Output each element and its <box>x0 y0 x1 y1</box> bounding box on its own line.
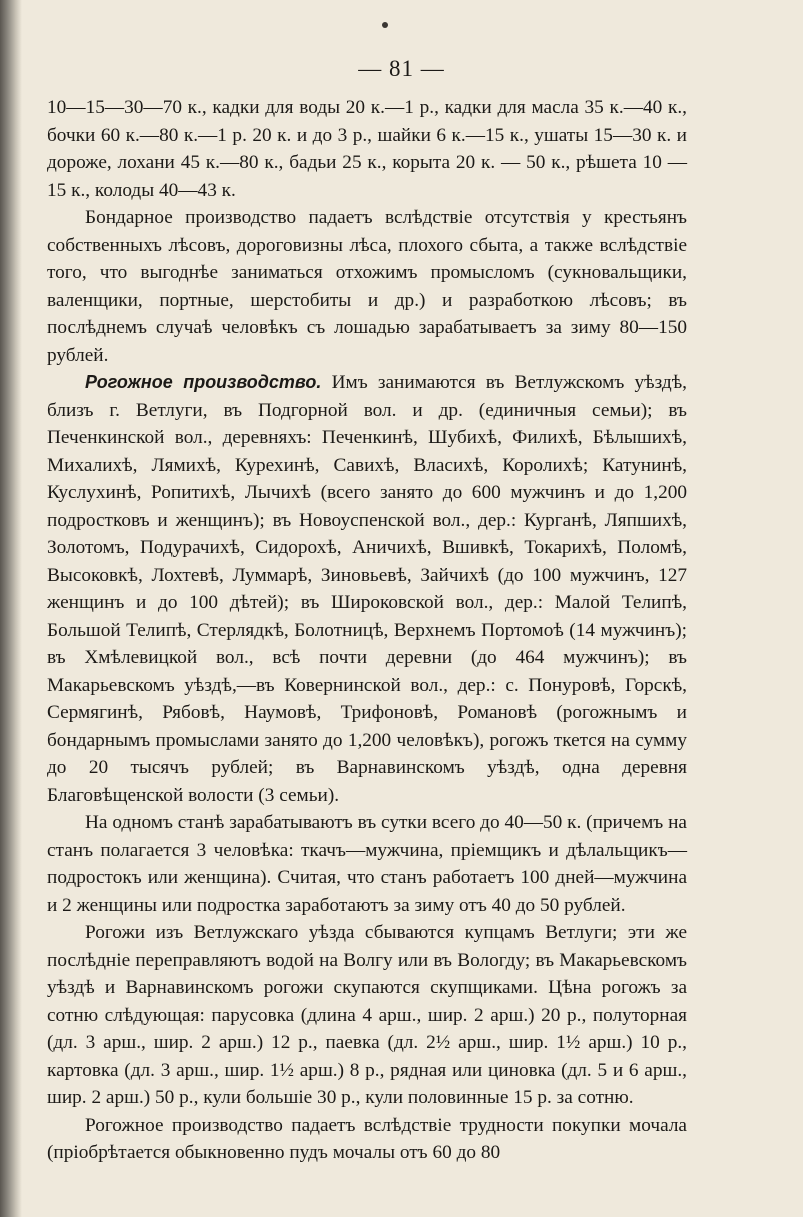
paragraph-1: 10—15—30—70 к., кадки для воды 20 к.—1 р., кадки для масла 35 к.—40 к., бочки 60 к.—80 к.—1 р. 20 к. и до 3 р., шайки 6 к.—15 к., ушаты 15—30 к. и дороже, лохани 45 к.—80 к., бадьи 25 к., корыта 20 к. — 50 к., рѣшета 10 — 15 к., колоды 40—43 к. <box>47 97 687 201</box>
page-edge-shadow <box>0 0 22 1217</box>
ink-dot <box>382 22 388 28</box>
paragraph-5: Рогожи изъ Ветлужскаго уѣзда сбываются купцамъ Ветлуги; эти же послѣдніе переправляютъ водой на Волгу или въ Вологду; въ Макарьевскомъ уѣздѣ и Варнавинскомъ рогожи скупаются скупщиками. Цѣна рогожъ за сотню слѣдующая: парусовка (длина 4 арш., шир. 2 арш.) 20 р., полуторная (дл. 3 арш., шир. 2 арш.) 12 р., паевка (дл. 2½ арш., шир. 1½ арш.) 10 р., картовка (дл. 3 арш., шир. 1½ арш.) 8 р., рядная или циновка (дл. 5 и 6 арш., шир. 2 арш.) 50 р., кули большіе 30 р., кули половинные 15 р. за сотню. <box>47 922 687 1108</box>
section-heading: Рогожное производство. <box>85 372 322 392</box>
paragraph-3-text: Имъ занимаются въ Ветлужскомъ уѣздѣ, близъ г. Ветлуги, въ Подгорной вол. и др. (единичныя семьи); въ Печенкинской вол., деревняхъ: Печенкинѣ, Шубихѣ, Филихѣ, Бѣлышихѣ, Михалихѣ, Лямихѣ, Курехинѣ, Савихѣ, Власихѣ, Королихѣ; Катунинѣ, Куслухинѣ, Ропитихѣ, Лычихѣ (всего занято до 600 мужчинъ и до 1,200 подростковъ и женщинъ); въ Новоуспенской вол., дер.: Курганѣ, Ляпшихѣ, Золотомъ, Подурачихѣ, Сидорохѣ, Аничихѣ, Вшивкѣ, Токарихѣ, Поломѣ, Высоковкѣ, Лохтевѣ, Луммарѣ, Зиновьевѣ, Зайчихѣ (до 100 мужчинъ, 127 женщинъ и до 100 дѣтей); въ Широковской вол., дер.: Малой Телипѣ, Большой Телипѣ, Стерлядкѣ, Болотницѣ, Верхнемъ Портомоѣ (14 мужчинъ); въ Хмѣлевицкой вол., всѣ почти деревни (до 464 мужчинъ); въ Макарьевскомъ уѣздѣ,—въ Ковернинской вол., дер.: с. Понуровѣ, Горскѣ, Сермягинѣ, Рябовѣ, Наумовѣ, Трифоновѣ, Романовѣ (рогожнымъ и бондарнымъ промыслами занято до 1,200 человѣкъ), рогожъ ткется на сумму до 20 тысячъ рублей; въ Варнавинскомъ уѣздѣ, одна деревня Благовѣщенской волости (3 семьи). <box>47 372 687 806</box>
paragraph-6: Рогожное производство падаетъ вслѣдствіе трудности покупки мочала (пріобрѣтается обыкновенно пудъ мочалы отъ 60 до 80 <box>47 1114 687 1163</box>
paragraph-2: Бондарное производство падаетъ вслѣдствіе отсутствія у крестьянъ собственныхъ лѣсовъ, дороговизны лѣса, плохого сбыта, а также вслѣдствіе того, что выгоднѣе заниматься отхожимъ промысломъ (сукновальщики, валенщики, портные, шерстобиты и др.) и разработкою лѣсовъ; въ послѣднемъ случаѣ человѣкъ съ лошадью зарабатываетъ за зиму 80—150 рублей. <box>47 207 687 366</box>
paragraph-4: На одномъ станѣ зарабатываютъ въ сутки всего до 40—50 к. (причемъ на станъ полагается 3 человѣка: ткачъ—мужчина, пріемщикъ и дѣлальщикъ—подростокъ или женщина). Считая, что станъ работаетъ 100 дней—мужчина и 2 женщины или подростка заработаютъ за зиму отъ 40 до 50 рублей. <box>47 812 687 916</box>
page-body <box>47 94 687 1167</box>
page-number: — 81 — <box>358 56 445 81</box>
paragraph-3 <box>47 369 687 809</box>
